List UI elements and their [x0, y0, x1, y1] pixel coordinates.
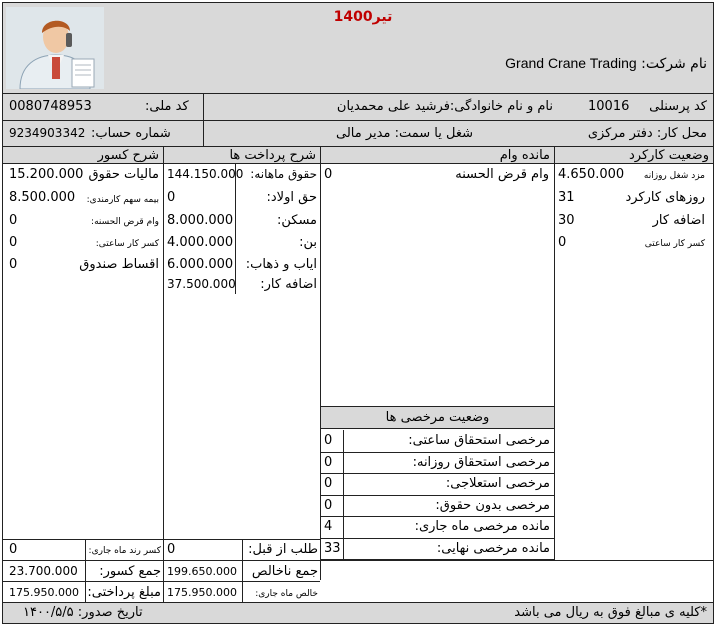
full-name	[261, 99, 553, 114]
overtime-value: 30	[558, 213, 575, 228]
payslip-header	[3, 3, 713, 94]
payslip	[2, 2, 714, 624]
leave-value: 0	[324, 454, 333, 470]
leave-row-divider	[320, 516, 554, 517]
hourly-deduct2-label: کسر کار ساعتی:	[95, 239, 159, 249]
loan-header: مانده وام	[320, 147, 554, 164]
leave-label: مرخصی استحقاق ساعتی:	[408, 433, 550, 448]
monthly-salary-label: حقوق ماهانه:	[250, 167, 317, 181]
leave-label: مرخصی استحقاق روزانه:	[412, 454, 550, 470]
prev-claim-value: 0	[167, 542, 176, 557]
payable-label: مبلغ پرداختی:	[87, 585, 161, 600]
leave-row-divider	[320, 495, 554, 496]
loan-deduct-label: وام قرض الحسنه:	[91, 217, 159, 227]
job	[323, 126, 473, 141]
bon-label: بن:	[299, 235, 317, 250]
prev-claim-label: طلب از قبل:	[248, 542, 318, 557]
monthly-salary-value: 144.150.000	[167, 167, 244, 181]
overtime-pay-value: 37.500.000	[167, 277, 236, 291]
leave-row-divider	[320, 452, 554, 453]
leave-label: مرخصی بدون حقوق:	[435, 497, 550, 513]
location-value: دفتر مرکزی	[587, 126, 653, 141]
insurance-label: بیمه سهم کارمندی:	[86, 195, 159, 205]
fund-installment-label: اقساط صندوق	[79, 257, 159, 272]
leave-value: 4	[324, 519, 333, 534]
hourly-deduct-label: کسر کار ساعتی	[644, 239, 705, 249]
issue-date	[23, 605, 143, 620]
leave-label: مانده مرخصی ماه جاری:	[414, 519, 550, 534]
payable-value: 175.950.000	[9, 586, 79, 599]
child-allowance-value: 0	[167, 190, 176, 205]
leave-value: 0	[324, 433, 333, 448]
insurance-value: 8.500.000	[9, 190, 76, 205]
location	[588, 126, 707, 141]
issue-date-value: ۱۴۰۰/۵/۵	[23, 605, 74, 620]
loan-value: 0	[324, 167, 333, 182]
employee-avatar	[6, 7, 104, 89]
net-value: 175.950.000	[167, 586, 237, 599]
company-label: نام شرکت:	[641, 56, 707, 72]
child-allowance-label: حق اولاد:	[266, 190, 317, 205]
job-title: مدیر مالی	[336, 126, 391, 141]
housing-value: 8.000.000	[167, 213, 234, 228]
work-status-header: وضعیت کارکرد	[554, 147, 713, 164]
fund-installment-value: 0	[9, 257, 18, 272]
leave-value-divider	[343, 430, 344, 559]
footer	[3, 603, 713, 623]
bon-value: 4.000.000	[167, 235, 234, 250]
commute-value: 6.000.000	[167, 257, 234, 272]
leave-row-divider	[320, 473, 554, 474]
full-name-value: فرشید علی محمدیان	[336, 99, 450, 114]
loan-label: وام قرض الحسنه	[455, 167, 549, 182]
location-label: محل کار:	[656, 126, 707, 141]
total-deductions-label: جمع کسور:	[99, 564, 161, 579]
info-row-2	[3, 121, 713, 147]
deductions-header: شرح کسور	[3, 147, 163, 164]
account-label: شماره حساب:	[91, 126, 171, 141]
leave-label: مانده مرخصی نهایی:	[436, 540, 550, 556]
daily-wage-value: 4.650.000	[558, 167, 625, 182]
national-code: 0080748953	[9, 99, 92, 114]
national-code-label: کد ملی:	[145, 99, 189, 114]
leave-header: وضعیت مرخصی ها	[321, 407, 554, 429]
leave-label: مرخصی استعلاجی:	[445, 476, 550, 491]
leave-value: 0	[324, 497, 333, 513]
net-label: خالص ماه جاری:	[255, 589, 318, 599]
issue-date-label: تاریخ صدور:	[77, 605, 143, 620]
overtime-pay-label: اضافه کار:	[260, 277, 317, 292]
tax-value: 15.200.000	[9, 167, 84, 182]
company-name: Grand Crane Trading	[505, 55, 637, 71]
personnel-code: 10016	[588, 99, 630, 114]
personnel-code-label: کد پرسنلی	[649, 99, 707, 114]
currency-note: *کلیه ی مبالغ فوق به ریال می باشد	[514, 605, 707, 620]
work-days-label: روزهای کارکرد	[625, 190, 705, 205]
gross-value: 199.650.000	[167, 565, 237, 578]
gross-label: جمع ناخالص	[251, 564, 318, 579]
leave-value: 33	[324, 540, 341, 556]
work-days-value: 31	[558, 190, 575, 205]
total-deductions-value: 23.700.000	[9, 564, 78, 578]
tax-label: مالیات حقوق	[88, 167, 159, 182]
loan-deduct-value: 0	[9, 213, 18, 228]
full-name-label: نام و نام خانوادگی:	[449, 99, 553, 114]
hourly-deduct2-value: 0	[9, 235, 18, 250]
housing-label: مسکن:	[276, 213, 317, 228]
leave-value: 0	[324, 476, 333, 491]
leave-row-divider	[320, 538, 554, 539]
overtime-label: اضافه کار	[652, 213, 705, 228]
account-number: 9234903342	[9, 126, 86, 140]
payments-header: شرح پرداخت ها	[163, 147, 320, 164]
daily-wage-label: مزد شغل روزانه	[643, 171, 705, 181]
info-row-1	[3, 94, 713, 121]
job-label: شغل یا سمت:	[394, 126, 473, 141]
commute-label: ایاب و ذهاب:	[245, 257, 317, 272]
hourly-deduct-value: 0	[558, 235, 567, 250]
company-row	[505, 55, 707, 72]
rounding-label: کسر رند ماه جاری:	[88, 546, 161, 556]
payroll-month: تیر1400	[333, 9, 393, 25]
rounding-value: 0	[9, 542, 18, 557]
